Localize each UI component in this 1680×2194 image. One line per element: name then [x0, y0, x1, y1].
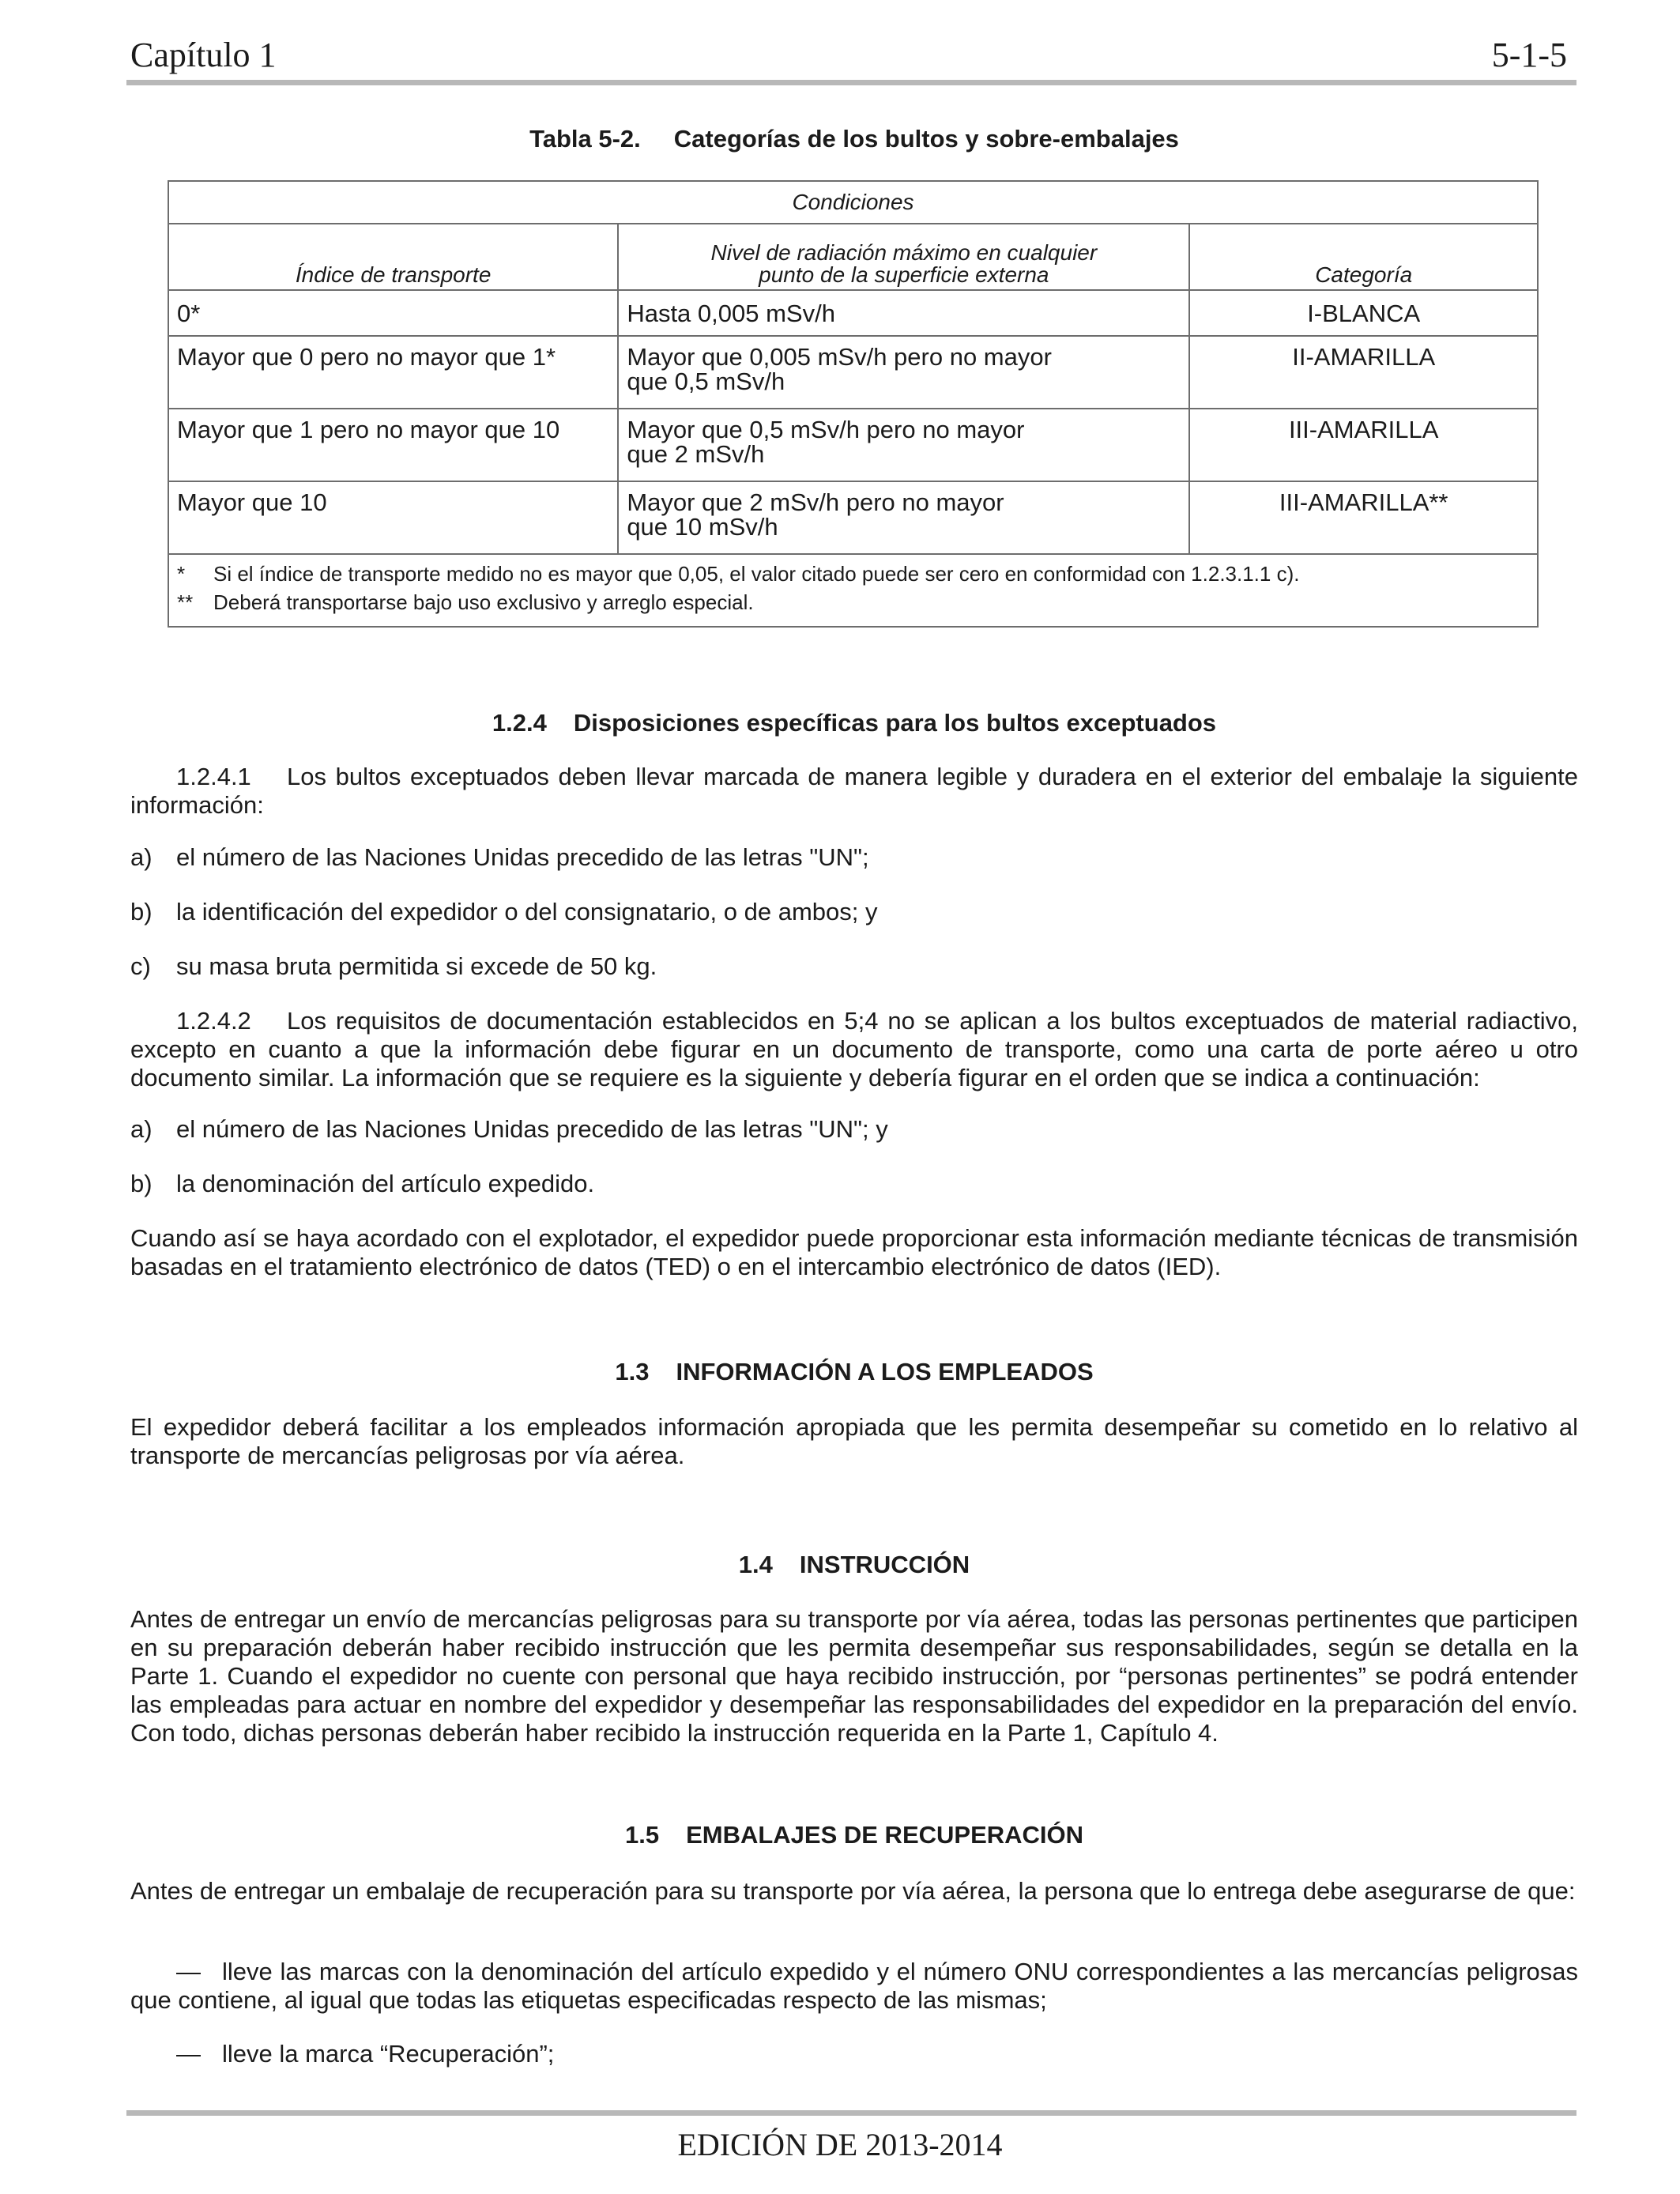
table-row — [168, 290, 1538, 336]
dash-marker: — — [176, 1958, 201, 1985]
list-marker: b) — [130, 1170, 153, 1197]
section-number: 1.3 — [615, 1358, 650, 1385]
col-header-radiation-line2: punto de la superficie externa — [759, 262, 1049, 287]
dash-item — [130, 1958, 1578, 2015]
table-notes-row — [168, 554, 1538, 627]
table-note — [177, 588, 1529, 616]
cell-index: Mayor que 10 — [168, 481, 618, 554]
cell-radiation: Hasta 0,005 mSv/h — [618, 290, 1189, 336]
table-conditions-row — [168, 181, 1538, 224]
section-number: 1.4 — [738, 1551, 773, 1578]
list-marker: a) — [130, 1115, 153, 1143]
table-row — [168, 336, 1538, 409]
cell-radiation-line2: que 10 mSv/h — [627, 513, 778, 541]
list-item — [130, 898, 1624, 926]
list-item — [130, 1115, 1624, 1144]
list-item — [130, 1170, 1624, 1198]
cell-radiation-line1: Mayor que 2 mSv/h pero no mayor — [627, 488, 1004, 516]
list-item — [130, 843, 1624, 872]
table-notes — [168, 554, 1538, 627]
section-number: 1.2.4 — [492, 709, 547, 737]
page-footer: EDICIÓN DE 2013-2014 — [677, 2127, 1003, 2162]
cell-category: III-AMARILLA — [1189, 409, 1538, 481]
section-heading-1-4 — [130, 1551, 1578, 1579]
list-text: el número de las Naciones Unidas precedido de las letras "UN"; y — [176, 1115, 888, 1143]
col-header-radiation-line1: Nivel de radiación máximo en cualquier — [710, 240, 1098, 265]
section-title: Disposiciones específicas para los bultos exceptuados — [573, 709, 1217, 737]
note-marker: * — [177, 562, 186, 586]
cell-radiation-line1: Mayor que 0,5 mSv/h pero no mayor — [627, 416, 1025, 443]
dash-text: lleve las marcas con la denominación del artículo expedido y el número ONU correspondientes a las mercancías peligrosas que contiene, al igual que todas las etiquetas especificadas respecto de las mismas; — [130, 1958, 1578, 2014]
table-note — [177, 560, 1529, 588]
section-heading-1-5 — [130, 1821, 1578, 1849]
paragraph-1-4: Antes de entregar un envío de mercancías peligrosas para su transporte por vía aérea, todas las personas pertinentes que participen en su preparación deberán haber recibido instrucción que les permita desempeñar sus responsabilidades, según se detalla en la Parte 1. Cuando el expedidor no cuente con personal que haya recibido instrucción, por “personas pertinentes” se podrá entender las empleadas para actuar en nombre del expedidor y desempeñar las responsabilidades del expedidor en la preparación del envío. Con todo, dichas personas deberán haber recibido la instrucción requerida en la Parte 1, Capítulo 4. — [130, 1605, 1578, 1747]
cell-radiation — [618, 336, 1189, 409]
cell-category: II-AMARILLA — [1189, 336, 1538, 409]
page-header — [130, 30, 1576, 77]
paragraph-ted: Cuando así se haya acordado con el explotador, el expedidor puede proporcionar esta información mediante técnicas de transmisión basadas en el tratamiento electrónico de datos (TED) o en el intercambio electrónico de datos (IED). — [130, 1224, 1578, 1280]
cell-category: III-AMARILLA** — [1189, 481, 1538, 554]
paragraph-1-5: Antes de entregar un embalaje de recuperación para su transporte por vía aérea, la persona que lo entrega debe asegurarse de que: — [130, 1877, 1576, 1905]
col-header-index: Índice de transporte — [168, 224, 618, 290]
note-marker: ** — [177, 590, 194, 614]
table-row — [168, 481, 1538, 554]
paragraph-number: 1.2.4.2 — [176, 1007, 251, 1035]
col-header-radiation — [618, 224, 1189, 290]
paragraph-1-2-4-1 — [130, 763, 1578, 820]
cell-radiation-line2: que 2 mSv/h — [627, 440, 765, 468]
cell-radiation-line1: Mayor que 0,005 mSv/h pero no mayor — [627, 343, 1052, 371]
footer-rule — [126, 2110, 1576, 2116]
list-marker: b) — [130, 898, 153, 925]
chapter-label: Capítulo 1 — [130, 36, 277, 74]
paragraph-text: Los requisitos de documentación establecidos en 5;4 no se aplican a los bultos exceptuados de material radiactivo, excepto en cuanto a que la información debe figurar en un documento de transporte, como una carta de porte aéreo u otro documento similar. La información que se requiere es la siguiente y debería figurar en el orden que se indica a continuación: — [130, 1007, 1578, 1091]
note-text: Deberá transportarse bajo uso exclusivo y arreglo especial. — [213, 590, 754, 614]
section-title: EMBALAJES DE RECUPERACIÓN — [686, 1821, 1084, 1849]
table-caption-number: Tabla 5-2. — [529, 125, 641, 153]
dash-text: lleve la marca “Recuperación”; — [222, 2040, 555, 2068]
page-number: 5-1-5 — [1491, 36, 1567, 74]
section-title: INFORMACIÓN A LOS EMPLEADOS — [676, 1358, 1094, 1385]
paragraph-text: Los bultos exceptuados deben llevar marcada de manera legible y duradera en el exterior del embalaje la siguiente información: — [130, 763, 1578, 819]
cell-index: Mayor que 1 pero no mayor que 10 — [168, 409, 618, 481]
note-text: Si el índice de transporte medido no es mayor que 0,05, el valor citado puede ser cero en conformidad con 1.2.3.1.1 c). — [213, 562, 1300, 586]
list-text: el número de las Naciones Unidas precedido de las letras "UN"; — [176, 843, 869, 871]
list-text: la identificación del expedidor o del consignatario, o de ambos; y — [176, 898, 878, 925]
categories-table — [168, 180, 1539, 628]
cell-index: Mayor que 0 pero no mayor que 1* — [168, 336, 618, 409]
dash-marker: — — [176, 2040, 201, 2068]
list-text: la denominación del artículo expedido. — [176, 1170, 595, 1197]
cell-category: I-BLANCA — [1189, 290, 1538, 336]
cell-radiation — [618, 409, 1189, 481]
paragraph-number: 1.2.4.1 — [176, 763, 251, 790]
paragraph-1-3: El expedidor deberá facilitar a los empleados información apropiada que les permita desempeñar su cometido en lo relativo al transporte de mercancías peligrosas por vía aérea. — [130, 1413, 1578, 1469]
paragraph-1-2-4-2 — [130, 1007, 1578, 1092]
section-heading-1-3 — [130, 1358, 1578, 1386]
section-heading-1-2-4 — [130, 709, 1578, 737]
table-header-row — [168, 224, 1538, 290]
table-caption — [130, 125, 1578, 153]
cell-radiation — [618, 481, 1189, 554]
table-row — [168, 409, 1538, 481]
list-item — [130, 952, 1624, 981]
list-marker: a) — [130, 843, 153, 871]
col-header-category: Categoría — [1189, 224, 1538, 290]
table-caption-title: Categorías de los bultos y sobre-embalajes — [673, 125, 1179, 153]
section-number: 1.5 — [624, 1821, 660, 1849]
list-text: su masa bruta permitida si excede de 50 kg. — [176, 952, 657, 980]
list-marker: c) — [130, 952, 151, 980]
cell-radiation-line2: que 0,5 mSv/h — [627, 368, 785, 395]
dash-item — [130, 2040, 1578, 2068]
header-rule — [126, 80, 1576, 85]
cell-index: 0* — [168, 290, 618, 336]
section-title: INSTRUCCIÓN — [799, 1551, 970, 1578]
conditions-header: Condiciones — [168, 181, 1538, 224]
